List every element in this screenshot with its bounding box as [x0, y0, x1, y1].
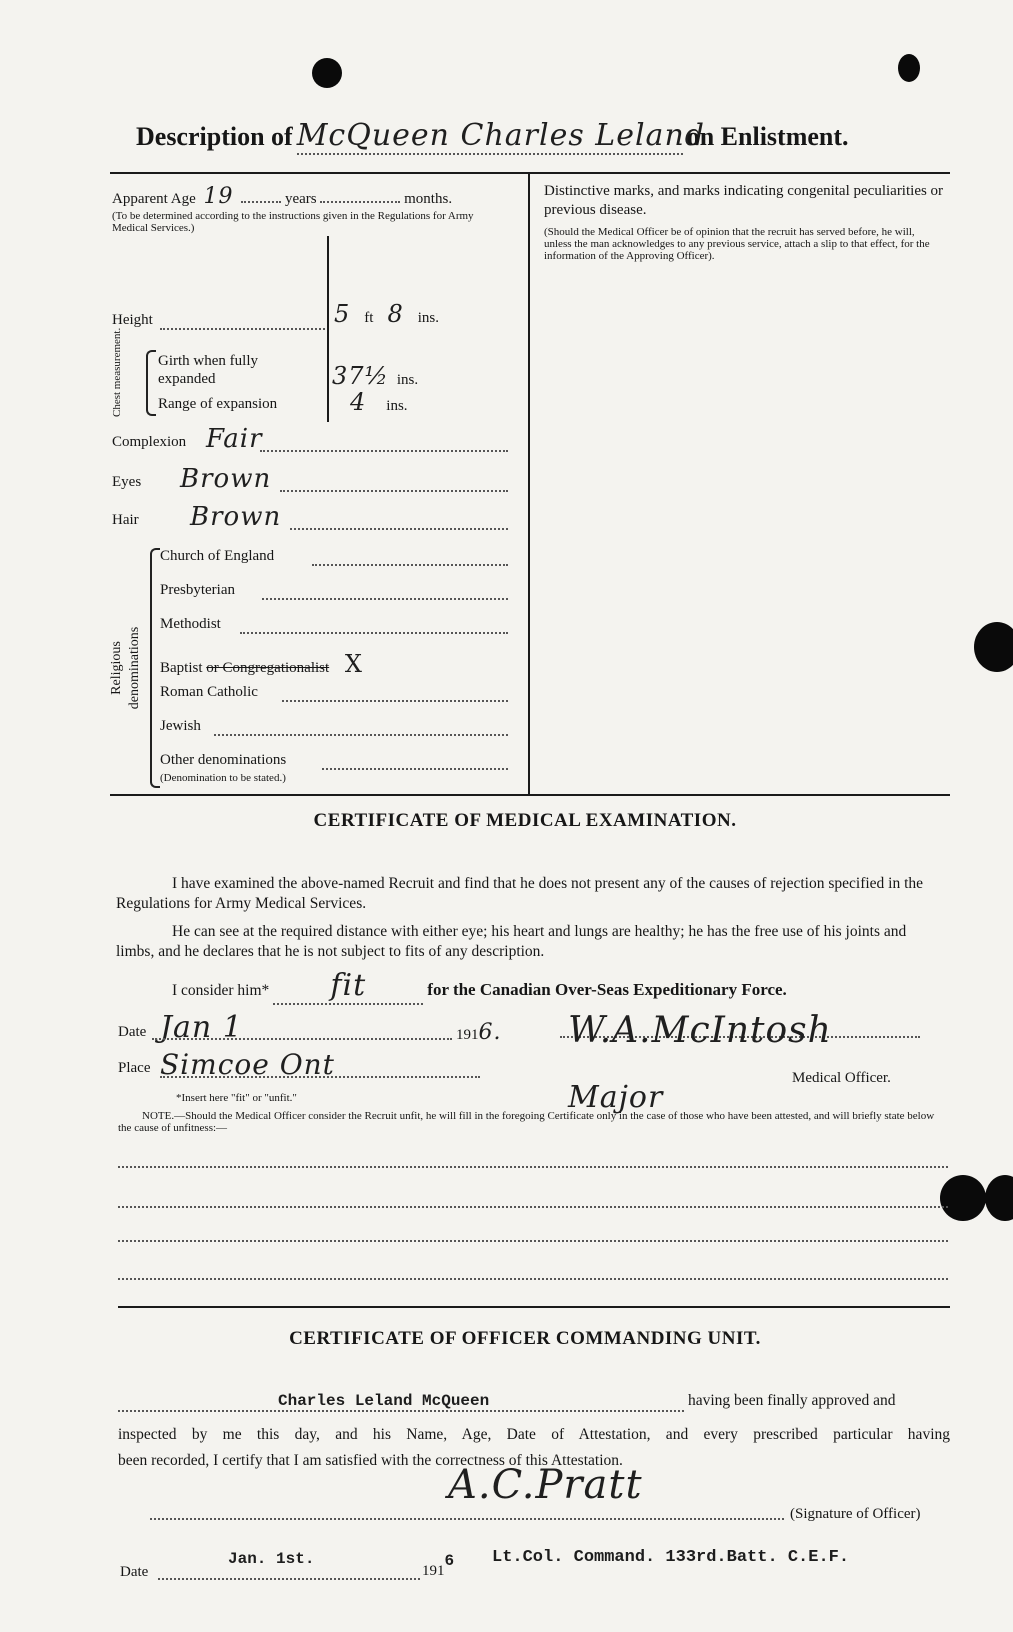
medical-para-1: I have examined the above-named Recruit and find that he does not present any of the causes of rejection specified in the Regulations for Army Medical Services.: [116, 875, 924, 912]
left-value-divider: [327, 236, 329, 422]
commanding-line-1-tail: having been finally approved and: [688, 1392, 896, 1409]
command-text: Lt.Col. Command. 133rd.Batt. C.E.F.: [492, 1548, 850, 1567]
commanding-line-2: inspected by me this day, and his Name, Age, Date of Attestation, and every prescribed particular having: [118, 1426, 950, 1443]
months-label: months.: [404, 191, 453, 207]
other-denomination-note: (Denomination to be stated.): [160, 772, 286, 784]
punch-hole-mid-right: [974, 622, 1013, 672]
eyes-label: Eyes: [112, 474, 142, 490]
religion-label-1: Religious: [109, 641, 124, 695]
religion-baptist: Baptist: [160, 660, 203, 676]
religion-methodist: Methodist: [160, 616, 221, 632]
medical-officer-rank: Major: [568, 1080, 664, 1115]
apparent-age-row: [112, 184, 522, 209]
force-text: for the Canadian Over-Seas Expeditionary Force.: [427, 980, 787, 999]
religion-roman-catholic: Roman Catholic: [160, 684, 258, 700]
eyes-value: Brown: [180, 464, 272, 494]
religion-label-2: denominations: [127, 626, 142, 710]
medical-place-label: Place: [118, 1060, 151, 1076]
baptist-mark: X: [344, 650, 364, 678]
medical-date-value: Jan 1: [160, 1010, 243, 1045]
medical-officer-signature: W.A.McIntosh: [568, 1010, 832, 1051]
unfitness-line-3: [118, 1240, 948, 1242]
distinctive-marks-title: Distinctive marks, and marks indicating congenital peculiarities or previous disease.: [544, 183, 944, 218]
punch-hole-lower-right-2: [985, 1175, 1013, 1221]
years-label: years: [284, 191, 317, 207]
height-ft-value: 5: [334, 300, 351, 328]
girth-label: Girth when fully expanded: [158, 353, 258, 387]
range-row: [350, 388, 520, 416]
fit-row: [172, 968, 952, 1005]
title-suffix: on Enlistment.: [686, 122, 849, 151]
height-row: [334, 300, 524, 328]
ins-label-girth: ins.: [396, 372, 419, 388]
ft-label: ft: [364, 310, 374, 326]
commanding-year-row: [422, 1552, 455, 1580]
height-label: Height: [112, 312, 153, 328]
girth-row: [332, 362, 522, 390]
commanding-line-3: been recorded, I certify that I am satisfied with the correctness of this Attestation.: [118, 1452, 623, 1469]
medical-place-value: Simcoe Ont: [160, 1048, 335, 1081]
age-value: 19: [203, 184, 234, 209]
religion-other: Other denominations: [160, 752, 287, 768]
religion-struck-congregationalist: or Congregationalist: [206, 660, 330, 676]
religion-jewish: Jewish: [160, 718, 201, 734]
punch-hole-lower-right-1: [940, 1175, 986, 1221]
commanding-line-1: [118, 1392, 948, 1412]
unfitness-line-1: [118, 1166, 948, 1168]
religion-presbyterian: Presbyterian: [160, 582, 235, 598]
consider-label: I consider him*: [172, 982, 270, 999]
complexion-value: Fair: [206, 424, 263, 454]
medical-certificate-title: CERTIFICATE OF MEDICAL EXAMINATION.: [313, 810, 737, 831]
title-prefix: Description of: [136, 122, 293, 151]
complexion-label: Complexion: [112, 434, 187, 450]
medical-year-suffix: 6.: [478, 1020, 502, 1045]
unfitness-line-4: [118, 1278, 948, 1280]
apparent-age-label: Apparent Age: [112, 191, 196, 207]
punch-hole-top-right: [898, 54, 920, 82]
unfitness-line-2: [118, 1206, 948, 1208]
medical-date-label: Date: [118, 1024, 147, 1040]
distinctive-marks-note: (Should the Medical Officer be of opinion that the recruit has served before, he will, unless the man acknowledges to any previous service, attach a slip to that effect, for the information of the Approving Officer).: [544, 226, 930, 262]
ins-label-height: ins.: [417, 310, 439, 326]
punch-hole-top-left: [312, 58, 342, 88]
top-rule: [110, 172, 950, 174]
section-rule: [110, 794, 950, 796]
fit-value: fit: [273, 968, 423, 1005]
height-in-value: 8: [387, 300, 404, 328]
hair-value: Brown: [190, 502, 282, 532]
medical-year-prefix: 191: [456, 1027, 479, 1043]
unfitness-note: NOTE.—Should the Medical Officer consider the Recruit unfit, he will fill in the foregoing Certificate only in the case of those who have been attested, and will briefly state below the cause of unfitness:—: [118, 1110, 935, 1134]
range-label: Range of expansion: [158, 396, 278, 412]
chest-bracket: [146, 350, 156, 416]
medical-para-2: He can see at the required distance with either eye; his heart and lungs are healthy; he has the free use of his joints and limbs, and he declares that he is not subject to fits of any description.: [116, 923, 907, 960]
commanding-certificate-title: CERTIFICATE OF OFFICER COMMANDING UNIT.: [289, 1328, 761, 1349]
commanding-date-label: Date: [120, 1564, 149, 1580]
column-divider: [528, 172, 530, 794]
form-title: [136, 118, 936, 158]
commanding-recruit-name: Charles Leland McQueen: [118, 1392, 684, 1412]
commanding-date-value: Jan. 1st.: [228, 1550, 315, 1568]
age-note: (To be determined according to the instructions given in the Regulations for Army Medical Services.): [112, 210, 474, 234]
lower-rule: [118, 1306, 950, 1308]
insert-note: *Insert here "fit" or "unfit.": [176, 1092, 297, 1104]
medical-year-row: [456, 1020, 502, 1045]
religion-church-of-england: Church of England: [160, 548, 275, 564]
hair-label: Hair: [112, 512, 139, 528]
range-value: 4: [350, 388, 367, 416]
chest-group-label: Chest measurement.: [111, 327, 123, 417]
medical-officer-label: Medical Officer.: [792, 1070, 891, 1086]
commanding-officer-signature: A.C.Pratt: [448, 1462, 643, 1508]
ins-label-range: ins.: [386, 398, 408, 414]
girth-value: 37½: [332, 362, 389, 390]
commanding-year-suffix: 6: [444, 1552, 455, 1570]
commanding-year-prefix: 191: [422, 1563, 445, 1579]
recruit-name-handwritten: McQueen Charles Leland: [296, 118, 705, 153]
signature-of-officer-label: (Signature of Officer): [790, 1506, 921, 1522]
religion-baptist-row: [160, 650, 363, 678]
religion-bracket: [150, 548, 160, 788]
